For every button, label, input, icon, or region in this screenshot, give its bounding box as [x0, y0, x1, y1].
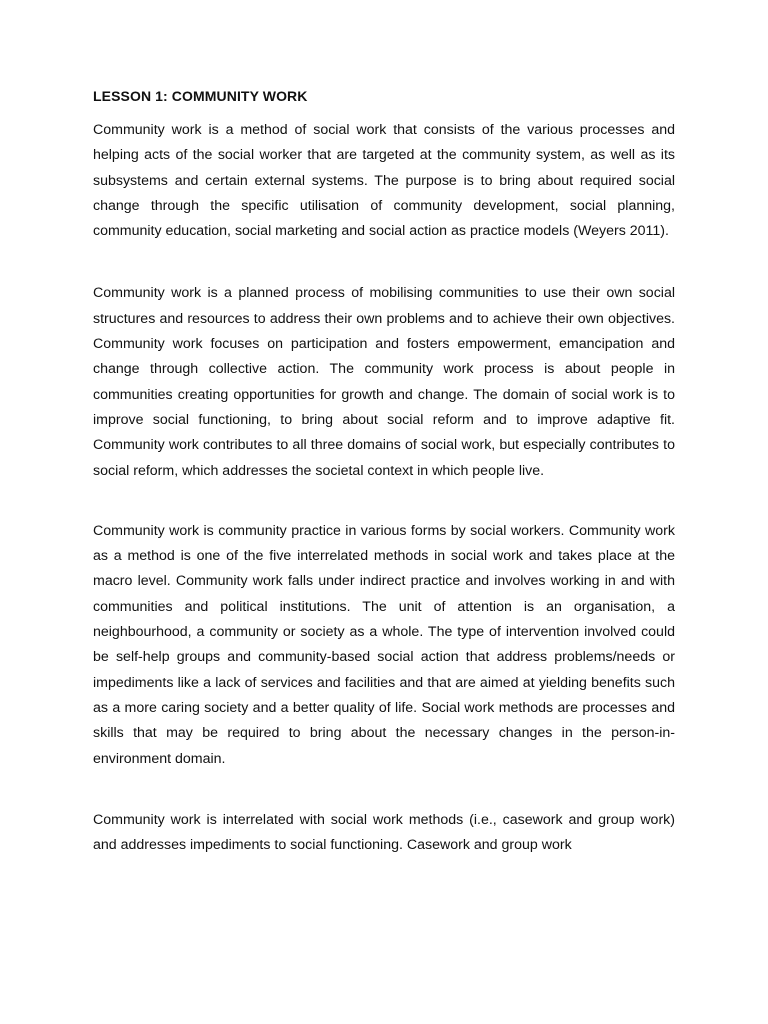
paragraph-spacer [93, 244, 675, 281]
paragraph-planned-process: Community work is a planned process of mobilising communities to use their own social structures and resources to address their own problems and to achieve their own objectives. Community work focuses on participation and fosters empowerment, emancipation and change through collective action. The community work process is about people in communities creating opportunities for growth and change. The domain of social work is to improve social functioning, to bring about social reform and to improve adaptive fit. Community work contributes to all three domains of social work, but especially contributes to social reform, which addresses the societal context in which people live. [93, 285, 675, 479]
lesson-heading: LESSON 1: COMMUNITY WORK [93, 88, 308, 104]
document-page [93, 86, 675, 858]
paragraph-spacer [93, 772, 675, 808]
paragraph-spacer [93, 484, 675, 519]
paragraph-community-practice: Community work is community practice in various forms by social workers. Community work as a method is one of the five interrelated methods in social work and takes place at the macro level. Community work falls under indirect practice and involves working in and with communities and political institutions. The unit of attention is an organisation, a neighbourhood, a community or society as a whole. The type of intervention involved could be self-help groups and community-based social action that address problems/needs or impediments like a lack of services and facilities and that are aimed at yielding benefits such as a more caring society and a better quality of life. Social work methods are processes and skills that may be required to bring about the necessary changes in the person-in-environment domain. [93, 522, 675, 767]
paragraph-interrelated-methods: Community work is interrelated with social work methods (i.e., casework and group work) and addresses impediments to social functioning. Casework and group work [93, 811, 675, 854]
paragraph-definition: Community work is a method of social work that consists of the various processes and helping acts of the social worker that are targeted at the community system, as well as its subsystems and certain external systems. The purpose is to bring about required social change through the specific utilisation of community development, social planning, community education, social marketing and social action as practice models (Weyers 2011). [93, 122, 675, 240]
